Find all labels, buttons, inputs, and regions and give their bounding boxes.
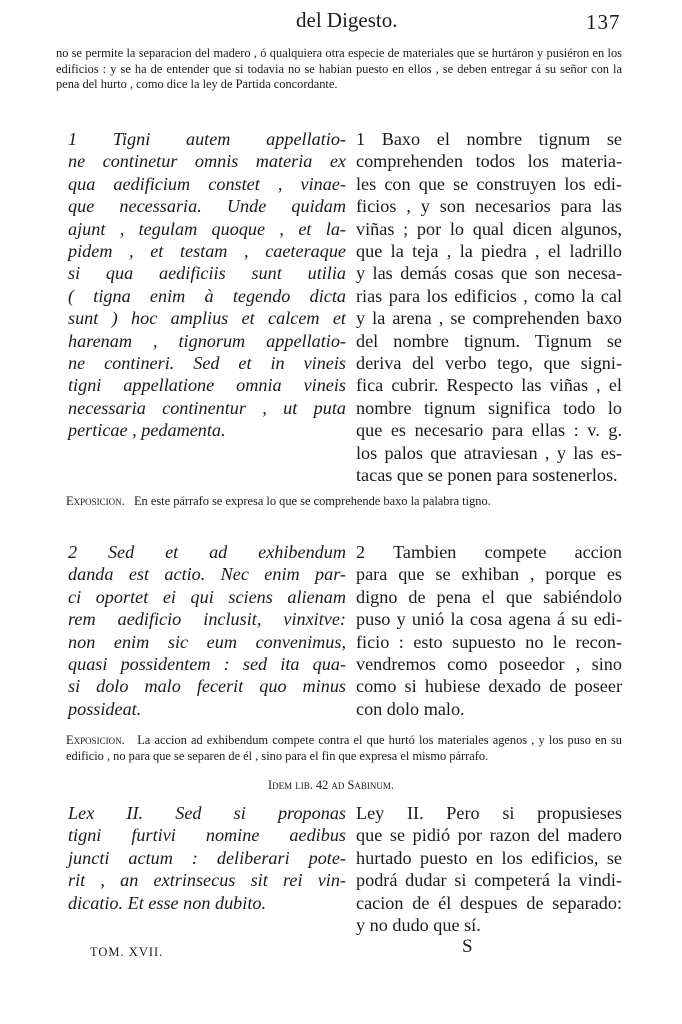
text-line: 1 Tigni autem appellatio-: [68, 129, 346, 149]
text-line: perticae , pedamenta.: [68, 420, 226, 441]
text-line: qua aedificium constet , vinae-: [68, 173, 346, 194]
text-line: nombre tignum significa todo lo: [356, 397, 622, 418]
text-line: y las demás cosas que son necesa-: [356, 263, 622, 284]
text-line: rias para los edificios , como la cal: [356, 285, 622, 306]
text-line: deriva del verbo tego, que signi-: [356, 353, 622, 374]
exposition-2: [66, 733, 622, 764]
text-line: necessaria continentur , ut puta: [68, 397, 346, 418]
text-line: que necessaria. Unde quidam: [68, 196, 346, 217]
text-line: harenam , tignorum appellatio-: [68, 330, 346, 351]
text-line: que la teja , la piedra , el ladrillo: [356, 241, 622, 262]
text-line: juncti actum : deliberari pote-: [68, 847, 346, 868]
text-line: comprehenden todos los materia-: [356, 151, 622, 172]
text-line: 2 Tambien compete accion: [356, 542, 622, 562]
text-line: vendremos como poseedor , sino: [356, 654, 622, 675]
text-line: que es necesario para ellas : v. g.: [356, 420, 622, 441]
text-line: si dolo malo fecerit quo minus: [68, 676, 346, 697]
exposition-1: [66, 494, 622, 510]
text-line: y la arena , se comprehenden baxo: [356, 308, 622, 329]
latin-column-lex-2: [68, 802, 346, 914]
text-line: ficio : esto supuesto no le recon-: [356, 631, 622, 652]
text-line: como si hubiese dexado de poseer: [356, 676, 622, 697]
latin-column-section-1: [68, 128, 346, 442]
latin-column-section-2: [68, 541, 346, 720]
text-line: tigni furtivi nomine aedibus: [68, 825, 346, 846]
text-line: Ley II. Pero si propusieses: [356, 803, 622, 823]
text-line: ne continetur omnis materia ex: [68, 151, 346, 172]
volume-footer: TOM. XVII.: [90, 945, 164, 959]
exposition-label: Exposicion.: [66, 733, 125, 747]
text-line: 2 Sed et ad exhibendum: [68, 542, 346, 562]
text-line: non enim sic eum convenimus,: [68, 631, 346, 652]
text-line: y no dudo que sí.: [356, 915, 481, 936]
text-line: sunt ) hoc amplius et calcem et: [68, 308, 346, 329]
text-line: Lex II. Sed si proponas: [68, 803, 346, 823]
text-line: del nombre tignum. Tignum se: [356, 330, 622, 351]
exposition-label: Exposicion.: [66, 494, 125, 508]
text-line: dicatio. Et esse non dubito.: [68, 892, 267, 913]
signature-mark: S: [462, 936, 473, 957]
text-line: rit , an extrinsecus sit rei vin-: [68, 870, 346, 891]
text-line: digno de pena el que sabiéndolo: [356, 586, 622, 607]
text-line: ne contineri. Sed et in vineis: [68, 353, 346, 374]
text-line: puso y unió la cosa agena á su edi-: [356, 609, 622, 630]
text-line: ( tigna enim à tegendo dicta: [68, 285, 346, 306]
text-line: rem aedificio inclusit, vinxitve:: [68, 609, 346, 630]
exposition-text: La accion ad exhibendum compete contra el que hurtó los materiales agenos , y los puso en su edificio , no para que se separen de él , sino para el fin que expresa el mismo párrafo.: [66, 733, 622, 763]
text-line: ajunt , tegulam quoque , et la-: [68, 218, 346, 239]
text-line: que se pidió por razon del madero: [356, 825, 622, 846]
text-line: hurtado puesto en los edificios, se: [356, 847, 622, 868]
source-citation: Idem lib. 42 ad Sabinum.: [268, 778, 394, 792]
text-line: 1 Baxo el nombre tignum se: [356, 129, 622, 149]
text-line: tigni appellatione omnia vineis: [68, 375, 346, 396]
text-line: les con que se construyen los edi-: [356, 173, 622, 194]
text-line: tacas que se ponen para sostenerlos.: [356, 465, 618, 486]
text-line: danda est actio. Nec enim par-: [68, 564, 346, 585]
text-line: podrá dudar si competerá la vindi-: [356, 870, 622, 891]
spanish-column-section-2: [356, 541, 622, 720]
text-line: cacion de él despues de separado:: [356, 892, 622, 913]
text-line: los palos que atraviesan , y las es-: [356, 442, 622, 463]
text-line: fica cubrir. Respecto las viñas , el: [356, 375, 622, 396]
running-header-title: del Digesto.: [296, 8, 398, 32]
spanish-column-ley-2: [356, 802, 622, 936]
intro-paragraph: no se permite la separacion del madero , ó qualquiera otra especie de materiales que se hurtáron y pusiéron en los edificios : y se ha de entender que si todavia no se habian puesto en ellos , se deben entregar á su señor con la pena del hurto , como dice la ley de Partida concordante.: [56, 46, 622, 91]
text-line: possideat.: [68, 698, 142, 719]
text-line: pidem , et testam , caeteraque: [68, 241, 346, 262]
text-line: ci oportet ei qui sciens alienam: [68, 586, 346, 607]
spanish-column-section-1: [356, 128, 622, 487]
exposition-text: En este párrafo se expresa lo que se comprehende baxo la palabra tigno.: [133, 494, 491, 508]
text-line: si qua aedificiis sunt utilia: [68, 263, 346, 284]
page-number: 137: [586, 10, 621, 34]
text-line: quasi possidentem : sed ita qua-: [68, 654, 346, 675]
text-line: viñas ; por lo qual dicen algunos,: [356, 218, 622, 239]
text-line: para que se exhiban , porque es: [356, 564, 622, 585]
text-line: con dolo malo.: [356, 698, 465, 719]
text-line: ficios , y son necesarios para las: [356, 196, 622, 217]
